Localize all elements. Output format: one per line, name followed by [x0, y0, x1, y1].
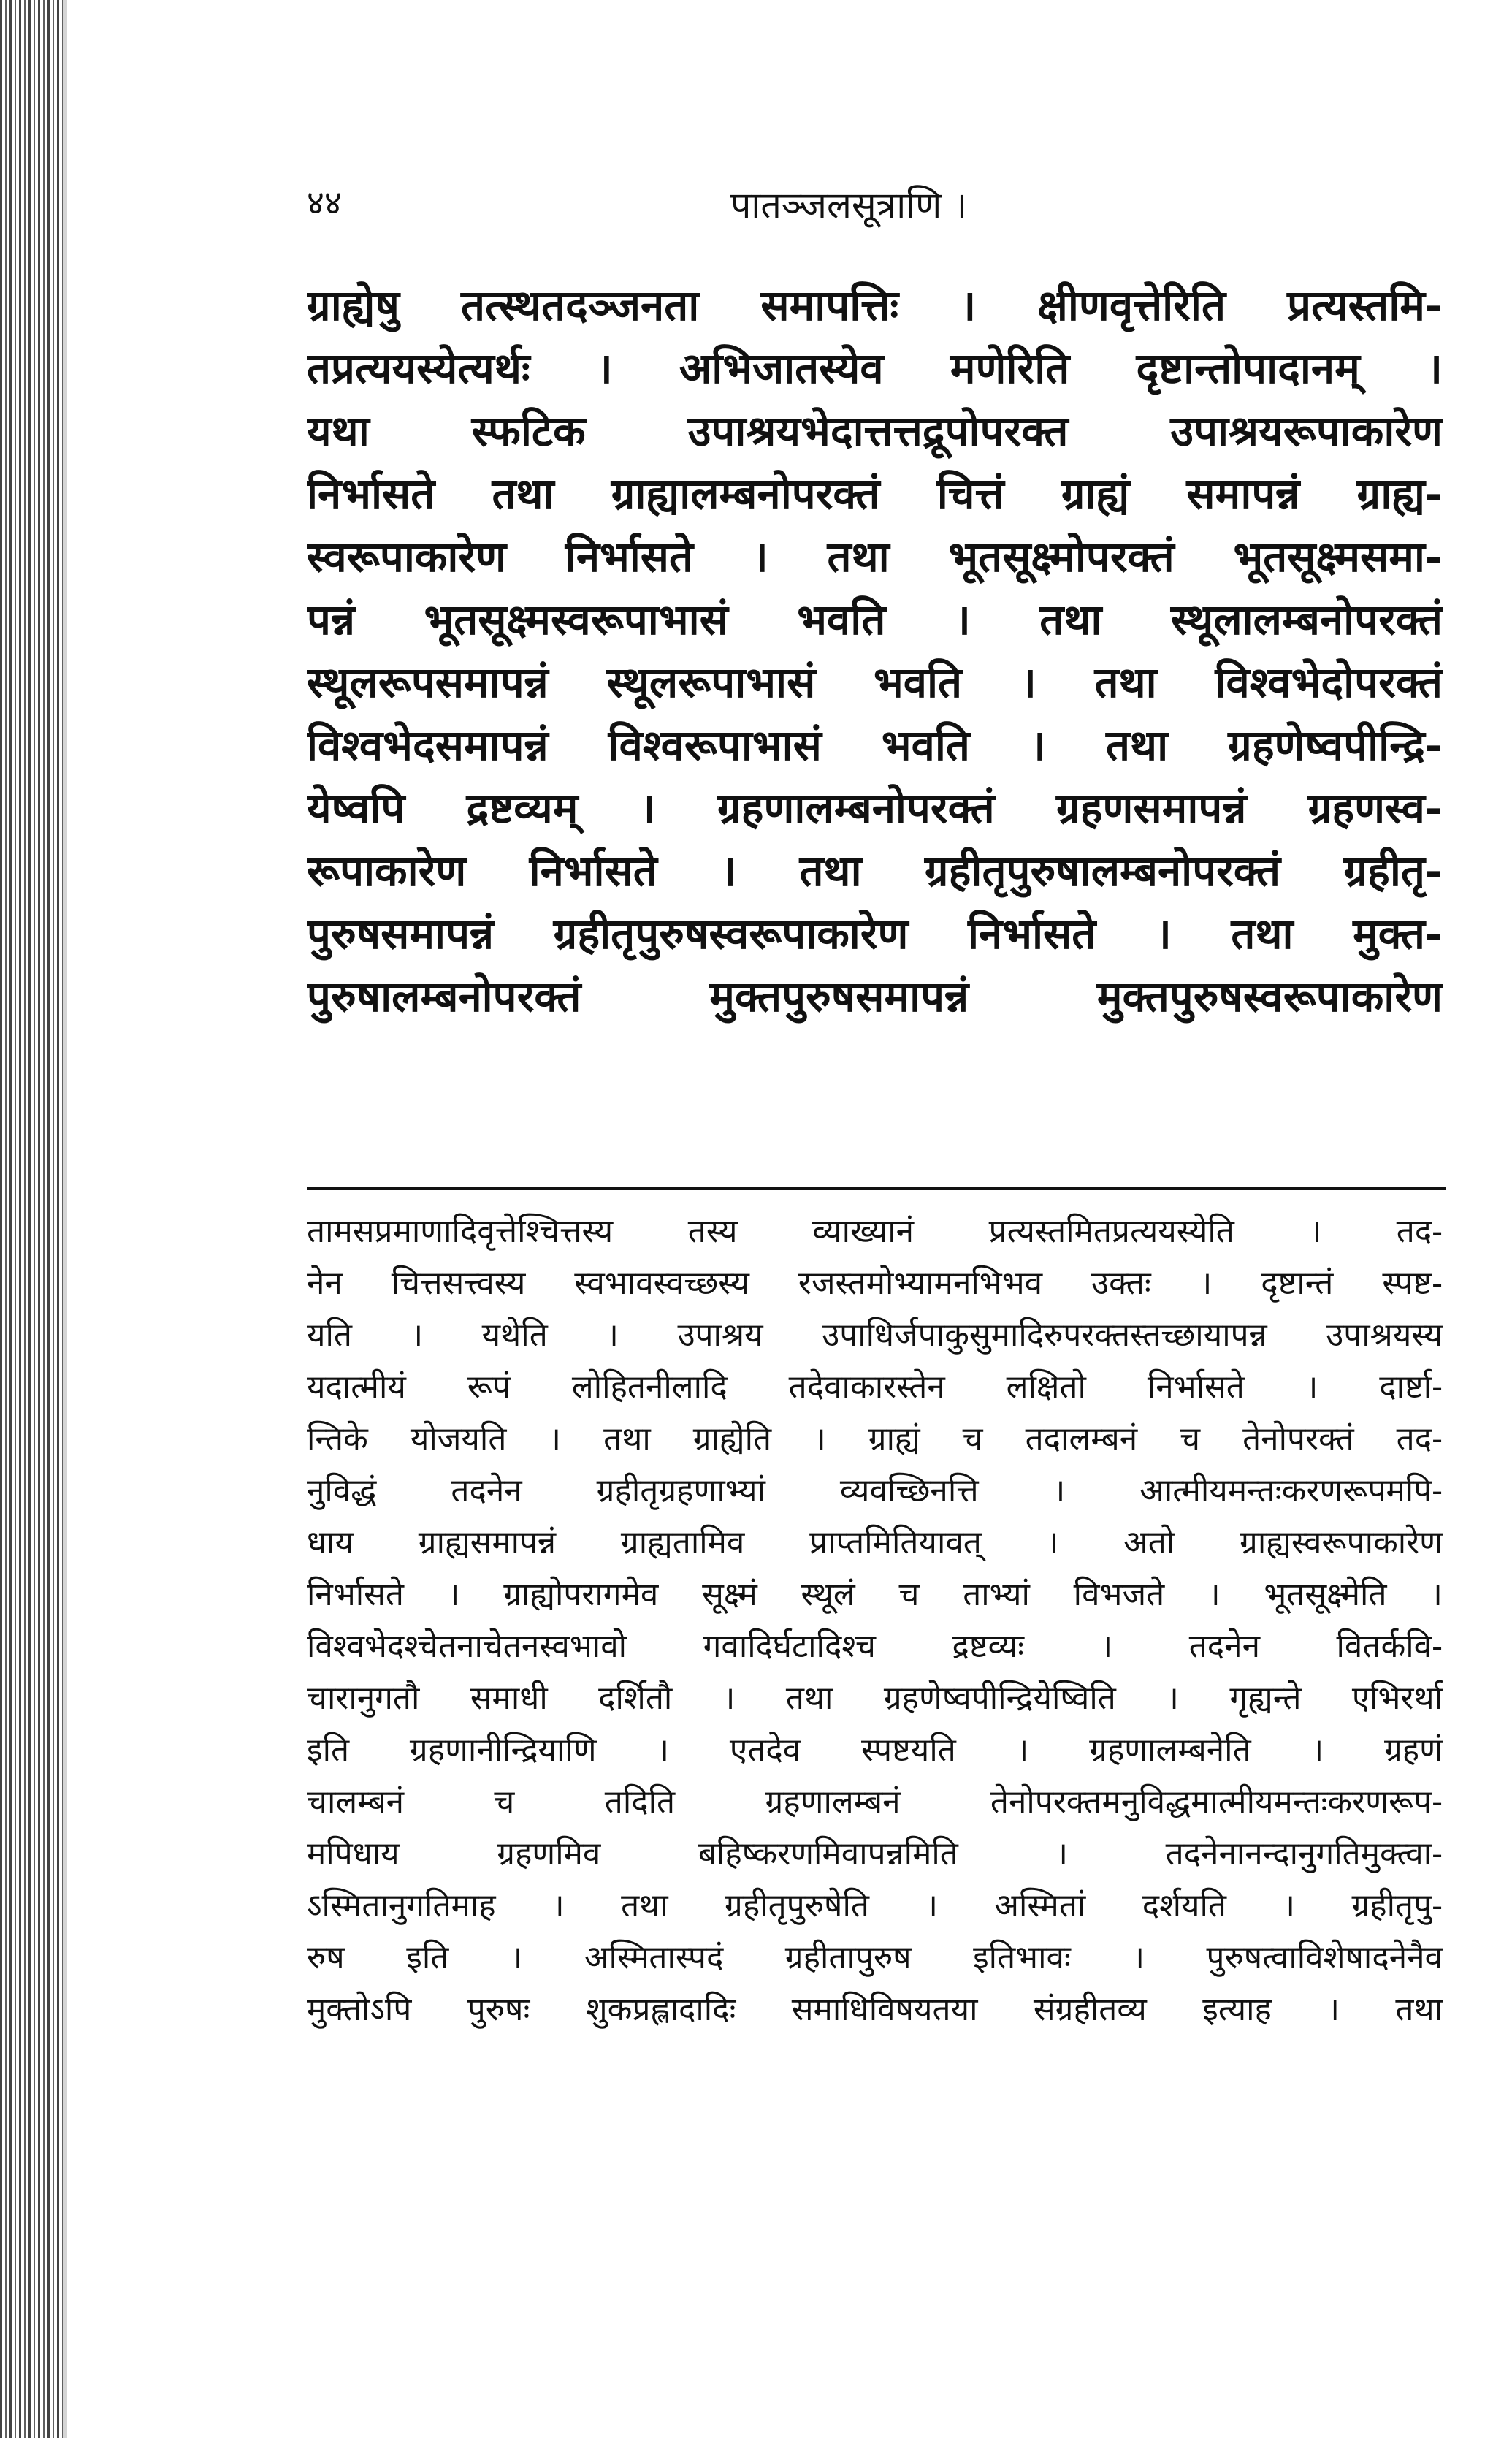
commentary-line: यदात्मीयं रूपं लोहितनीलादि तदेवाकारस्तेन लक्षितो निर्भासते । दार्ष्टा-: [307, 1368, 1443, 1406]
binding-shadow: [63, 0, 67, 2438]
page-header: [0, 179, 1512, 230]
sutra-commentary-main-text: [307, 274, 1443, 1151]
main-text-line: स्वरूपाकारेण निर्भासते । तथा भूतसूक्ष्मोपरक्तं भूतसूक्ष्मसमा-: [307, 532, 1443, 582]
commentary-line: विश्वभेदश्चेतनाचेतनस्वभावो गवादिर्घटादिश्च द्रष्टव्यः । तदनेन वितर्कवि-: [307, 1628, 1443, 1665]
page-number: ४४: [307, 183, 342, 222]
commentary-line: न्तिके योजयति । तथा ग्राह्येति । ग्राह्यं च तदालम्बनं च तेनोपरक्तं तद-: [307, 1420, 1443, 1458]
commentary-line: नुविद्धं तदनेन ग्रहीतृग्रहणाभ्यां व्यवच्छिनत्ति । आत्मीयमन्तःकरणरूपमपि-: [307, 1472, 1443, 1509]
commentary-line: धाय ग्राह्यसमापन्नं ग्राह्यतामिव प्राप्तमितियावत् । अतो ग्राह्यस्वरूपाकारेण: [307, 1524, 1443, 1561]
commentary-line: मुक्तोऽपि पुरुषः शुकप्रह्लादादिः समाधिविषयतया संग्रहीतव्य इत्याह । तथा: [307, 1991, 1443, 2028]
main-text-line: पन्नं भूतसूक्ष्मस्वरूपाभासं भवति । तथा स्थूलालम्बनोपरक्तं: [307, 595, 1443, 644]
main-text-line: येष्वपि द्रष्टव्यम् । ग्रहणालम्बनोपरक्तं ग्रहणसमापन्नं ग्रहणस्व-: [307, 783, 1443, 833]
main-text-line: तप्रत्ययस्येत्यर्थः । अभिजातस्येव मणेरिति दृष्टान्तोपादानम् ।: [307, 343, 1443, 393]
main-text-line: पुरुषालम्बनोपरक्तं मुक्तपुरुषसमापन्नं मुक्तपुरुषस्वरूपाकारेण: [307, 972, 1443, 1021]
main-text-line: स्थूलरूपसमापन्नं स्थूलरूपाभासं भवति । तथा विश्वभेदोपरक्तं: [307, 658, 1443, 707]
commentary-line: इति ग्रहणानीन्द्रियाणि । एतदेव स्पष्टयति । ग्रहणालम्बनेति । ग्रहणं: [307, 1732, 1443, 1769]
book-binding-edge: [0, 0, 63, 2438]
commentary-line: चालम्बनं च तदिति ग्रहणालम्बनं तेनोपरक्तमनुविद्धमात्मीयमन्तःकरणरूप-: [307, 1783, 1443, 1821]
sub-commentary-text: [307, 1205, 1443, 2338]
running-title: पातञ्जलसूत्राणि ।: [730, 184, 968, 226]
commentary-line: रुष इति । अस्मितास्पदं ग्रहीतापुरुष इतिभावः । पुरुषत्वाविशेषादनेनैव: [307, 1939, 1443, 1976]
main-text-line: ग्राह्येषु तत्स्थतदञ्जनता समापत्तिः । क्षीणवृत्तेरिति प्रत्यस्तमि-: [307, 281, 1443, 330]
main-text-line: यथा स्फटिक उपाश्रयभेदात्तत्तद्रूपोपरक्त उपाश्रयरूपाकारेण: [307, 406, 1443, 456]
commentary-line: ऽस्मितानुगतिमाह । तथा ग्रहीतृपुरुषेति । अस्मितां दर्शयति । ग्रहीतृपु-: [307, 1887, 1443, 1924]
main-text-line: निर्भासते तथा ग्राह्यालम्बनोपरक्तं चित्तं ग्राह्यं समापन्नं ग्राह्य-: [307, 469, 1443, 519]
commentary-line: चारानुगतौ समाधी दर्शितौ । तथा ग्रहणेष्वपीन्द्रियेष्विति । गृह्यन्ते एभिरर्था: [307, 1680, 1443, 1717]
commentary-line: मपिधाय ग्रहणमिव बहिष्करणमिवापन्नमिति । तदनेनानन्दानुगतिमुक्त्वा-: [307, 1835, 1443, 1873]
commentary-line: यति । यथेति । उपाश्रय उपाधिर्जपाकुसुमादिरुपरक्तस्तच्छायापन्न उपाश्रयस्य: [307, 1317, 1443, 1354]
main-text-line: विश्वभेदसमापन्नं विश्वरूपाभासं भवति । तथा ग्रहणेष्वपीन्द्रि-: [307, 720, 1443, 770]
commentary-line: निर्भासते । ग्राह्योपरागमेव सूक्ष्मं स्थूलं च ताभ्यां विभजते । भूतसूक्ष्मेति ।: [307, 1576, 1443, 1613]
section-divider: [307, 1187, 1446, 1190]
main-text-line: पुरुषसमापन्नं ग्रहीतृपुरुषस्वरूपाकारेण निर्भासते । तथा मुक्त-: [307, 909, 1443, 959]
main-text-line: रूपाकारेण निर्भासते । तथा ग्रहीतृपुरुषालम्बनोपरक्तं ग्रहीतृ-: [307, 846, 1443, 896]
commentary-line: नेन चित्तसत्त्वस्य स्वभावस्वच्छस्य रजस्तमोभ्यामनभिभव उक्तः । दृष्टान्तं स्पष्ट-: [307, 1265, 1443, 1302]
commentary-line: तामसप्रमाणादिवृत्तेश्चित्तस्य तस्य व्याख्यानं प्रत्यस्तमितप्रत्ययस्येति । तद-: [307, 1213, 1443, 1250]
